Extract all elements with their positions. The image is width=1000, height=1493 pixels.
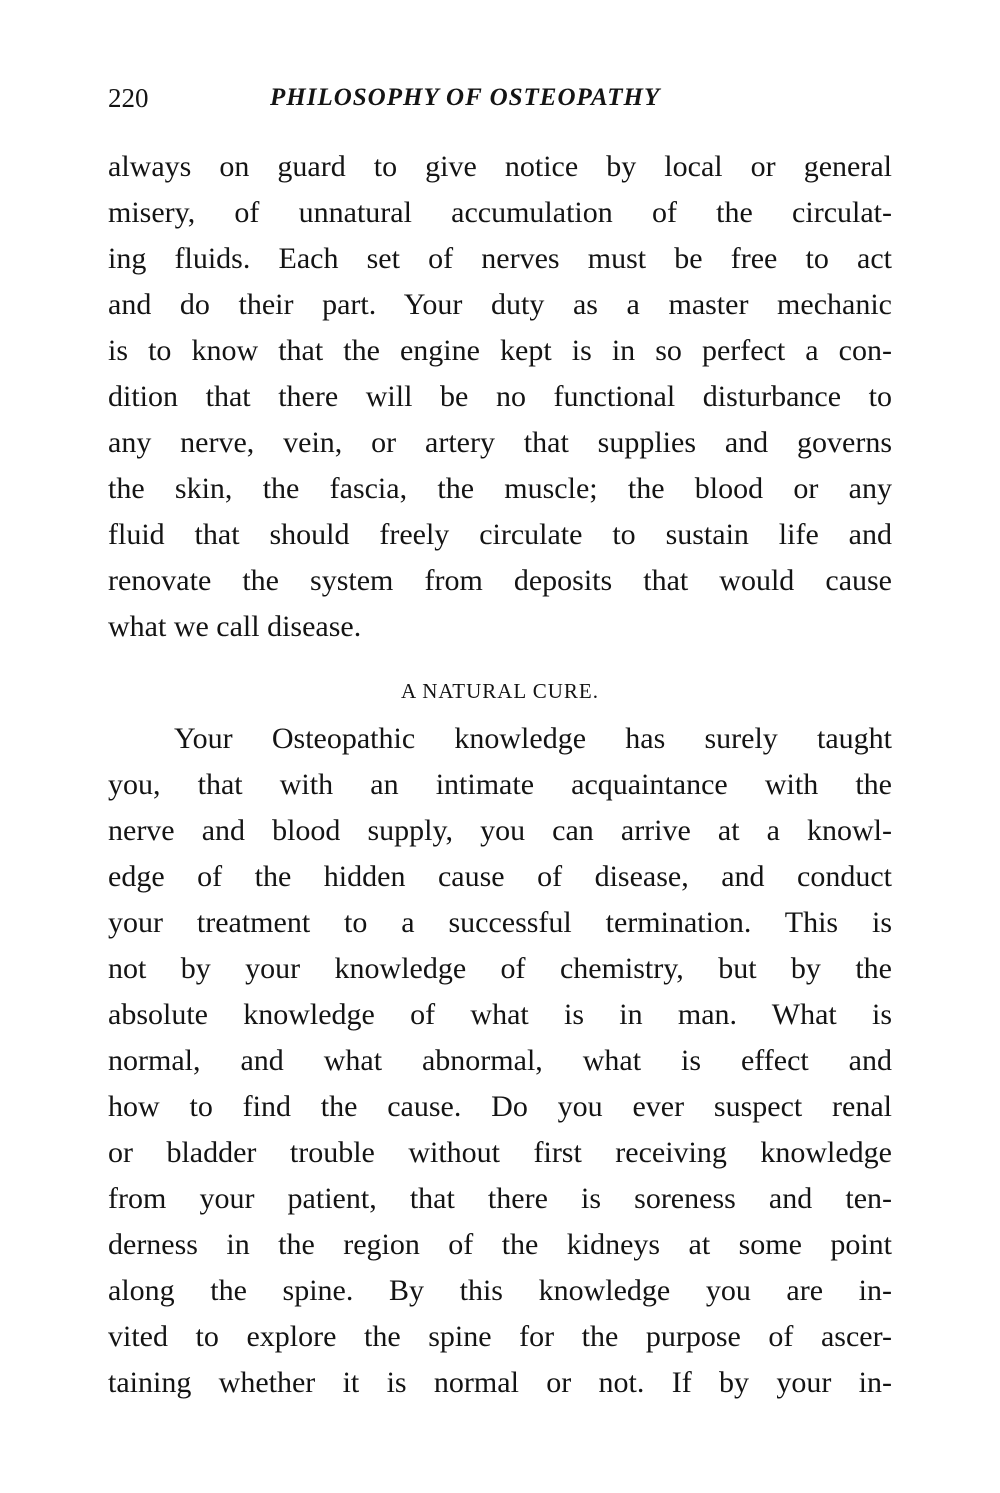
text-line: how to find the cause. Do you ever suspect renal [108,1090,892,1123]
paragraph-1 [108,144,892,650]
text-line: not by your knowledge of chemistry, but by the [108,952,892,985]
text-line: along the spine. By this knowledge you are in- [108,1274,892,1307]
text-line: is to know that the engine kept is in so perfect a con- [108,334,892,367]
text-line: nerve and blood supply, you can arrive at a knowl- [108,814,892,847]
text-line: or bladder trouble without first receiving knowledge [108,1136,892,1169]
text-line: absolute knowledge of what is in man. What is [108,998,892,1031]
text-line: Your Osteopathic knowledge has surely taught [174,722,892,755]
text-line: you, that with an intimate acquaintance with the [108,768,892,801]
text-line: your treatment to a successful termination. This is [108,906,892,939]
text-line: vited to explore the spine for the purpose of ascer- [108,1320,892,1353]
running-head [108,78,892,118]
text-line: taining whether it is normal or not. If by your in- [108,1366,892,1399]
text-line: any nerve, vein, or artery that supplies and governs [108,426,892,459]
paragraph-2 [108,716,892,1406]
text-line: derness in the region of the kidneys at some point [108,1228,892,1261]
text-line: edge of the hidden cause of disease, and conduct [108,860,892,893]
text-line: what we call disease. [108,610,362,643]
text-line: dition that there will be no functional disturbance to [108,380,892,413]
text-line: renovate the system from deposits that would cause [108,564,892,597]
text-line: fluid that should freely circulate to sustain life and [108,518,892,551]
text-line: ing fluids. Each set of nerves must be free to act [108,242,892,275]
header-title: PHILOSOPHY OF OSTEOPATHY [270,84,661,111]
text-line: and do their part. Your duty as a master mechanic [108,288,892,321]
page-number: 220 [108,83,149,113]
text-line: misery, of unnatural accumulation of the circulat- [108,196,892,229]
text-line: always on guard to give notice by local or general [108,150,892,183]
text-line: the skin, the fascia, the muscle; the blood or any [108,472,892,505]
text-line: from your patient, that there is soreness and ten- [108,1182,892,1215]
section-heading: A NATURAL CURE. [401,679,599,703]
text-line: normal, and what abnormal, what is effect and [108,1044,892,1077]
